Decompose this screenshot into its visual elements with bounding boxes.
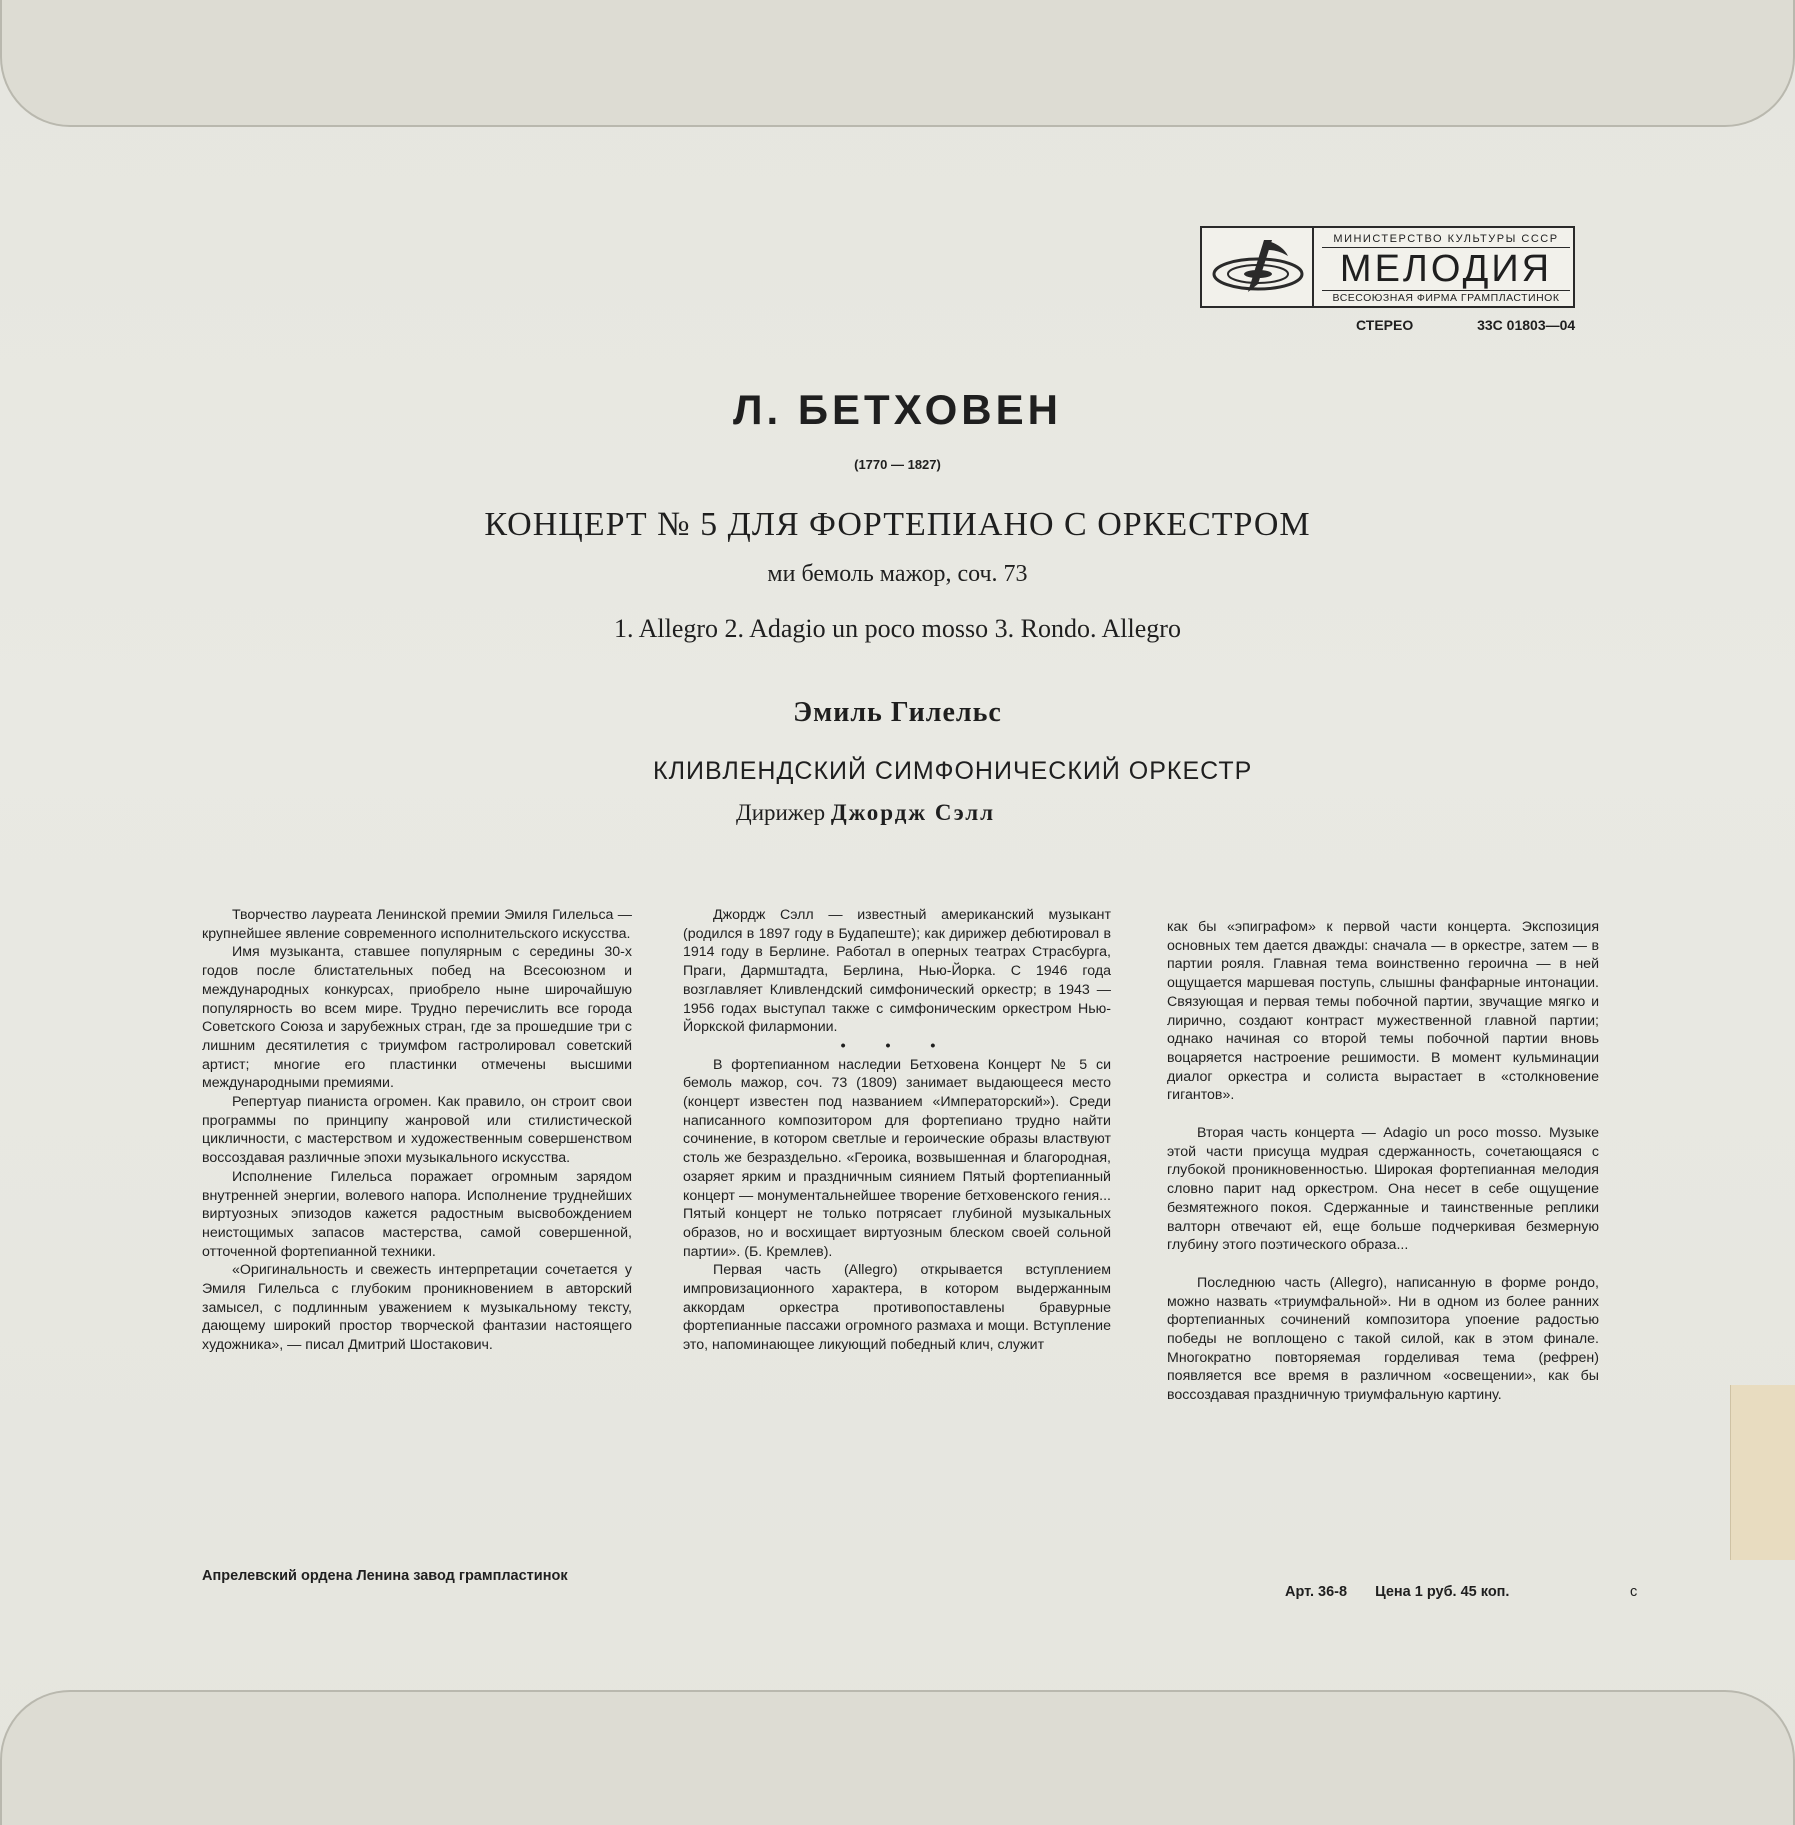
tape-strip	[1730, 1385, 1795, 1560]
conductor-name: Джордж Сэлл	[830, 800, 996, 825]
work-key: ми бемоль мажор, соч. 73	[767, 561, 1028, 587]
paragraph: Репертуар пианиста огромен. Как правило, он строит свои программы по принципу жанровой или стилистической цикличности, с мастерством и художественным совершенством воссоздавая различные эпохи музыкального искусства.	[202, 1094, 632, 1167]
sleeve-top-flap	[0, 0, 1795, 127]
plant-name: Апрелевский ордена Ленина завод грампластинок	[202, 1568, 568, 1584]
article-number: Арт. 36-8	[1285, 1584, 1348, 1600]
conductor-line	[736, 800, 995, 826]
composer-name: Л. БЕТХОВЕН	[733, 386, 1062, 433]
catalog-number: 33С 01803—04	[1477, 317, 1576, 333]
paragraph: Первая часть (Allegro) открывается вступлением импровизационного характера, в котором выдержанным аккордам оркестра противопоставлены бравурные фортепианные пассажи огромного размаха и мощи. Вступление это, напоминающее ликующий победный клич, служит	[683, 1262, 1111, 1354]
paragraph: Джордж Сэлл — известный американский музыкант (родился в 1897 году в Будапеште); как дирижер дебютировал в 1914 году в Берлине. Работал в оперных театрах Страсбурга, Праги, Дармштадта, Берлина, Нью-Йорка. С 1946 года возглавляет Кливлендский симфонический оркестр; в 1943 — 1956 годах выступал также с симфоническим оркестром Нью-Йоркской филармонии.	[683, 907, 1111, 1036]
melodiya-logo	[1200, 226, 1575, 308]
composer-years: (1770 — 1827)	[854, 457, 941, 472]
paragraph: как бы «эпиграфом» к первой части концерта. Экспозиция основных тем дается дважды: сначала — в оркестре, затем — в партии рояля. Главная тема воинственно героична — в ней ощущается маршевая поступь, слышны фанфарные интонации. Связующая и первая темы побочной партии, звучащие мягко и лирично, создают контраст мужественной главной партии; однако начиная со второй темы побочной партии вновь воцаряется настроение решимости. В момент кульминации диалог оркестра и солиста вырастает в «столкновение гигантов».	[1167, 919, 1599, 1104]
paragraph: В фортепианном наследии Бетховена Концерт № 5 си бемоль мажор, соч. 73 (1809) занимает выдающееся место (концерт известен под названием «Императорский»). Среди написанного композитором для фортепиано трудно найти сочинение, в котором светлые и героические образы властвуют столь же безраздельно. «Героика, возвышенная и благородная, озаряет ярким и праздничным сиянием Пятый фортепианный концерт — монументальнейшее творение бетховенского гения... Пятый концерт не только потрясает глубиной музыкальных образов, но и восхищает виртуозным блеском своей сольной партии». (Б. Кремлев).	[683, 1056, 1111, 1260]
paragraph: Исполнение Гилельса поражает огромным зарядом внутренней энергии, волевого напора. Исполнение труднейших виртуозных эпизодов кажется радостным высвобождением неистощимых запасов мастерства, самой совершенной, отточенной фортепианной техники.	[202, 1168, 632, 1260]
work-title: КОНЦЕРТ № 5 ДЛЯ ФОРТЕПИАНО С ОРКЕСТРОМ	[484, 506, 1311, 543]
section-separator: • • •	[840, 1037, 954, 1054]
price-info	[1285, 1584, 1533, 1600]
notes-column-2	[683, 906, 1111, 1355]
notes-column-3	[1167, 918, 1599, 1405]
format-label: СТЕРЕО	[1356, 317, 1414, 333]
paragraph: Вторая часть концерта — Adagio un poco mosso. Музыке этой части присуща мудрая сдержанность, сочетающаяся с глубокой проникновенностью. Широкая фортепианная мелодия словно парит над оркестром. Она несет в себе ощущение безмятежного покоя. Сдержанные и таинственные реплики валторн отвечают ей, еще больше подчеркивая безмерную глубину этого поэтического образа...	[1167, 1125, 1599, 1254]
paragraph: Имя музыканта, ставшее популярным с середины 30-х годов после блистательных побед на Всесоюзном и международных конкурсах, приобрело ныне широчайшую популярность во всем мире. Трудно перечислить все города Советского Союза и зарубежных стран, где за прошедшие три с лишним десятилетия с триумфом гастролировал советский артист; многие его пластинки отмечены высшими международными премиями.	[202, 944, 632, 1092]
soloist-name: Эмиль Гилельс	[793, 697, 1002, 728]
paragraph: «Оригинальность и свежесть интерпретации сочетается у Эмиля Гилельса с глубоким проникновением в авторский замысел, с подлинным уважением к музыкальному тексту, дающему широкий простор творческой фантазии настоящего художника», — писал Дмитрий Шостакович.	[202, 1262, 632, 1354]
catalog-info	[1356, 317, 1575, 333]
brand-name: МЕЛОДИЯ	[1339, 248, 1553, 290]
firm-label: ВСЕСОЮЗНАЯ ФИРМА ГРАМПЛАСТИНОК	[1322, 290, 1570, 304]
paragraph: Творчество лауреата Ленинской премии Эмиля Гилельса — крупнейшее явление современного исполнительского искусства.	[202, 907, 632, 942]
stereo-mark: с	[1630, 1584, 1638, 1600]
paragraph: Последнюю часть (Allegro), написанную в форме рондо, можно назвать «триумфальной». Ни в одном из более ранних фортепианных сочинений композитора упоение радостью победы не воплощено с такой силой, как в этом финале. Многократно повторяемая горделивая тема (рефрен) появляется все время в различном «освещении», как бы воссоздавая праздничную триумфальную картину.	[1167, 1274, 1599, 1404]
sleeve-bottom-flap	[0, 1690, 1795, 1825]
ministry-label: МИНИСТЕРСТВО КУЛЬТУРЫ СССР	[1322, 233, 1570, 248]
orchestra-name: КЛИВЛЕНДСКИЙ СИМФОНИЧЕСКИЙ ОРКЕСТР	[653, 757, 1253, 785]
notes-column-1	[202, 906, 632, 1355]
conductor-label: Дирижер	[736, 800, 826, 825]
price-label: Цена 1 руб. 45 коп.	[1375, 1584, 1510, 1600]
work-movements: 1. Allegro 2. Adagio un poco mosso 3. Rondo. Allegro	[614, 614, 1181, 643]
melodiya-emblem-icon	[1202, 228, 1314, 306]
